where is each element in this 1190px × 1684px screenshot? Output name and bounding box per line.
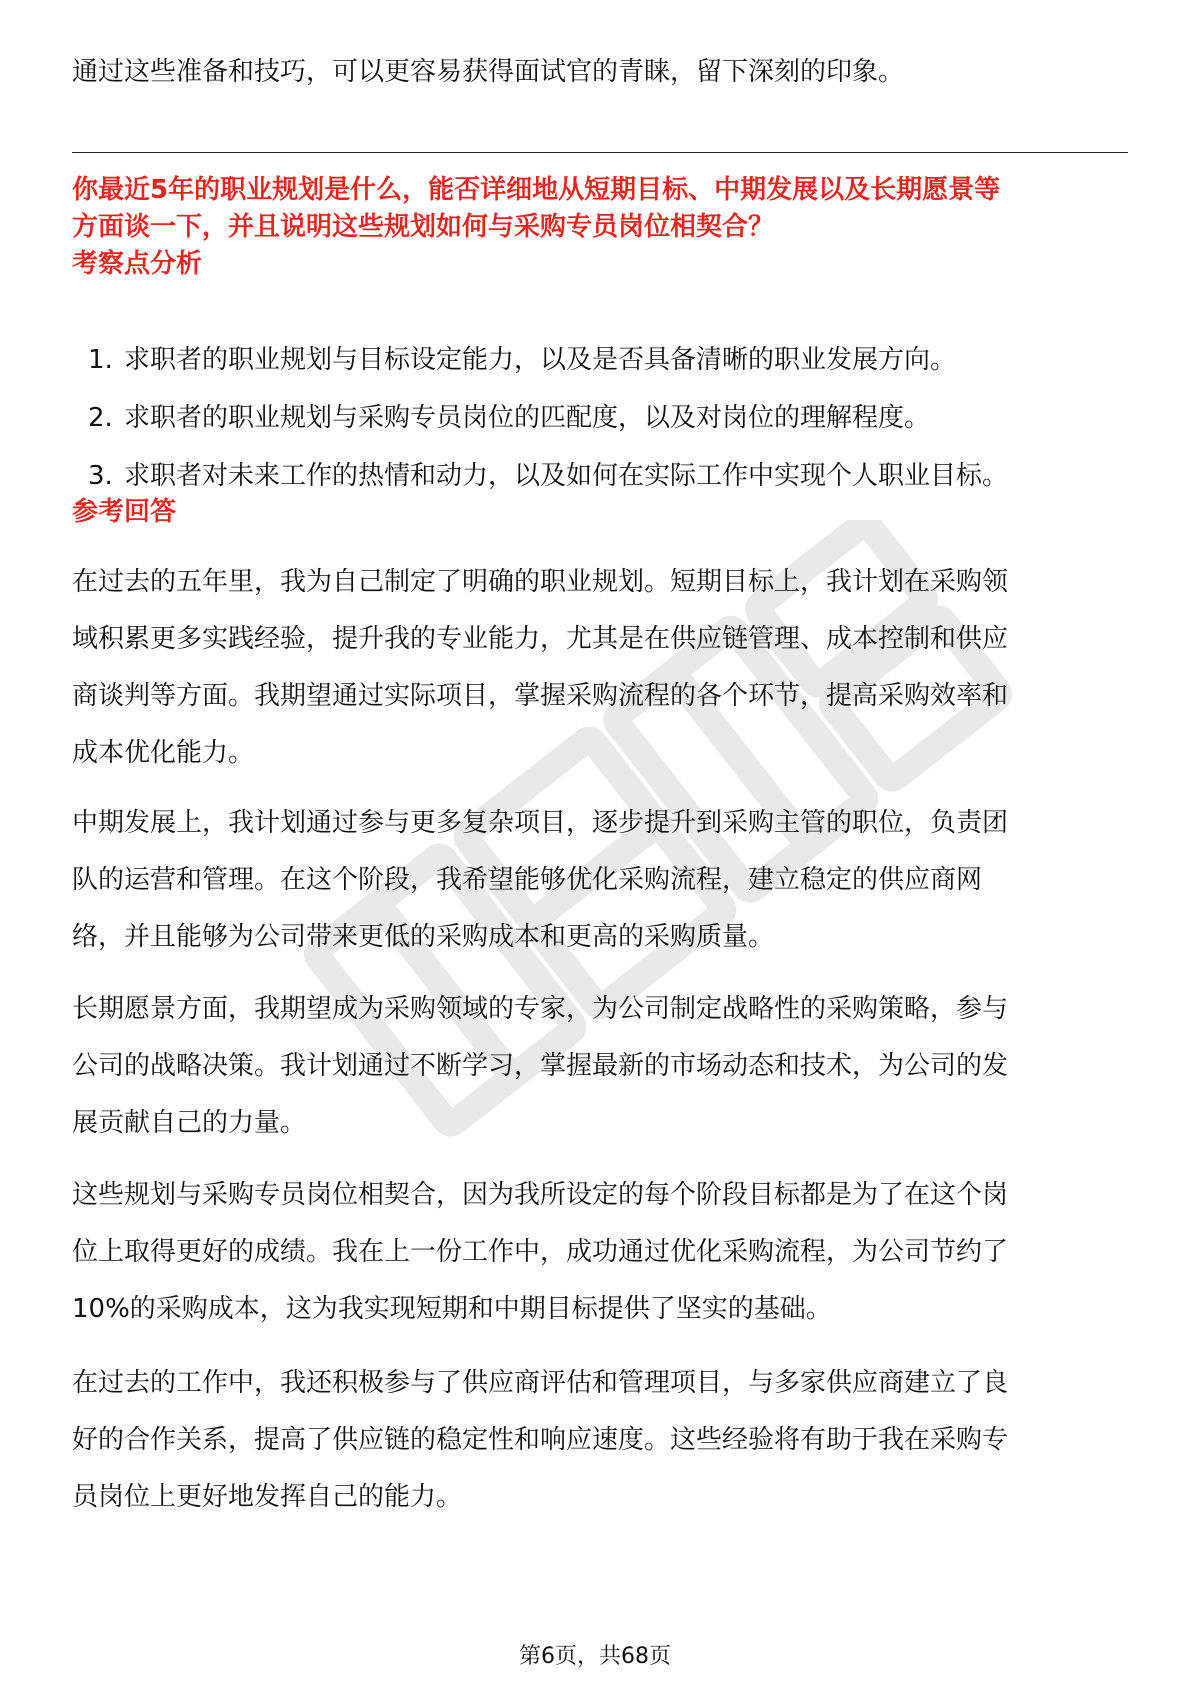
paragraph-line: 在过去的五年里，我为自己制定了明确的职业规划。短期目标上，我计划在采购领 bbox=[72, 567, 1009, 597]
intro-paragraph: 通过这些准备和技巧，可以更容易获得面试官的青睐，留下深刻的印象。 bbox=[72, 57, 905, 87]
answer-paragraph-1 bbox=[72, 554, 1128, 782]
paragraph-line: 位上取得更好的成绩。我在上一份工作中，成功通过优化采购流程，为公司节约了 bbox=[72, 1237, 1009, 1267]
paragraph-line: 商谈判等方面。我期望通过实际项目，掌握采购流程的各个环节，提高采购效率和 bbox=[72, 681, 1009, 711]
paragraph-line: 公司的战略决策。我计划通过不断学习，掌握最新的市场动态和技术，为公司的发 bbox=[72, 1051, 1009, 1081]
paragraph-line: 域积累更多实践经验，提升我的专业能力，尤其是在供应链管理、成本控制和供应 bbox=[72, 624, 1009, 654]
question-line-1: 你最近5年的职业规划是什么，能否详细地从短期目标、中期发展以及长期愿景等 bbox=[72, 175, 1001, 205]
paragraph-line: 在过去的工作中，我还积极参与了供应商评估和管理项目，与多家供应商建立了良 bbox=[72, 1368, 1009, 1398]
paragraph-line: 长期愿景方面，我期望成为采购领域的专家，为公司制定战略性的采购策略，参与 bbox=[72, 994, 1009, 1024]
paragraph-line: 好的合作关系，提高了供应链的稳定性和响应速度。这些经验将有助于我在采购专 bbox=[72, 1425, 1009, 1455]
answer-paragraph-5 bbox=[72, 1355, 1128, 1526]
section-divider bbox=[72, 152, 1128, 153]
answer-paragraph-3 bbox=[72, 981, 1128, 1152]
point-number: 3. bbox=[88, 461, 113, 491]
point-number: 2. bbox=[88, 403, 113, 433]
analysis-points bbox=[72, 340, 1128, 514]
page-number-footer: 第6页，共68页 bbox=[519, 1644, 671, 1669]
list-item bbox=[72, 456, 1128, 496]
point-text: 求职者的职业规划与目标设定能力，以及是否具备清晰的职业发展方向。 bbox=[124, 345, 957, 375]
point-number: 1. bbox=[88, 345, 113, 375]
point-text: 求职者对未来工作的热情和动力，以及如何在实际工作中实现个人职业目标。 bbox=[124, 461, 1009, 491]
paragraph-line: 展贡献自己的力量。 bbox=[72, 1108, 307, 1138]
list-item bbox=[72, 340, 1128, 380]
paragraph-line: 这些规划与采购专员岗位相契合，因为我所设定的每个阶段目标都是为了在这个岗 bbox=[72, 1180, 1009, 1210]
paragraph-line: 队的运营和管理。在这个阶段，我希望能够优化采购流程，建立稳定的供应商网 bbox=[72, 865, 983, 895]
paragraph-line: 员岗位上更好地发挥自己的能力。 bbox=[72, 1482, 463, 1512]
paragraph-line: 络，并且能够为公司带来更低的采购成本和更高的采购质量。 bbox=[72, 922, 775, 952]
answer-paragraph-4 bbox=[72, 1167, 1128, 1338]
paragraph-line: 成本优化能力。 bbox=[72, 738, 255, 768]
interview-question bbox=[72, 172, 1128, 246]
question-line-2: 方面谈一下，并且说明这些规划如何与采购专员岗位相契合？ bbox=[72, 212, 775, 242]
answer-title: 参考回答 bbox=[72, 497, 177, 527]
paragraph-line: 中期发展上，我计划通过参与更多复杂项目，逐步提升到采购主管的职位，负责团 bbox=[72, 808, 1009, 838]
list-item bbox=[72, 398, 1128, 438]
paragraph-line: 10%的采购成本，这为我实现短期和中期目标提供了坚实的基础。 bbox=[72, 1294, 832, 1324]
answer-paragraph-2 bbox=[72, 795, 1128, 966]
analysis-title: 考察点分析 bbox=[72, 249, 203, 279]
point-text: 求职者的职业规划与采购专员岗位的匹配度，以及对岗位的理解程度。 bbox=[124, 403, 931, 433]
